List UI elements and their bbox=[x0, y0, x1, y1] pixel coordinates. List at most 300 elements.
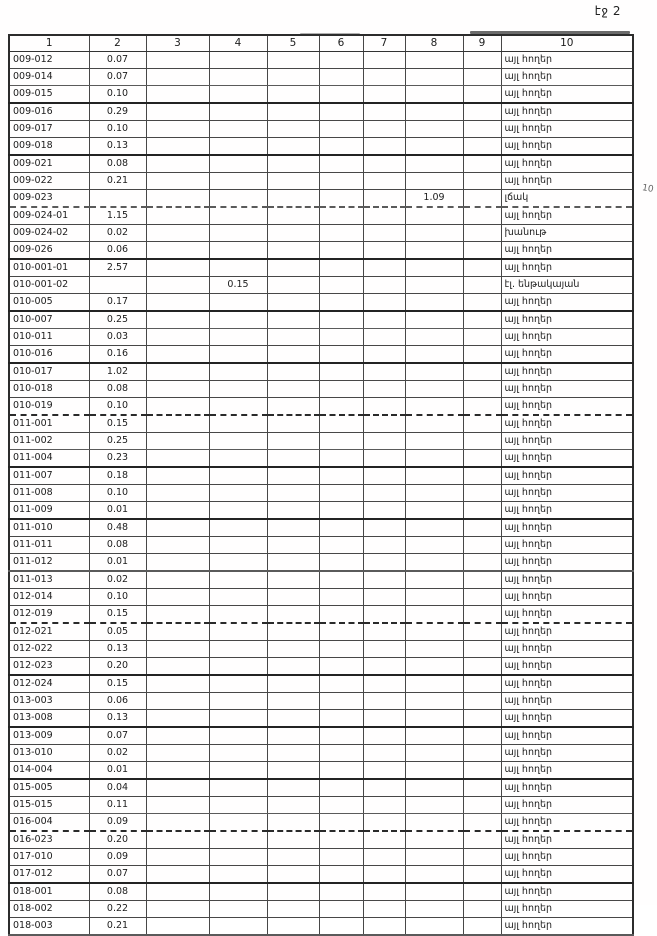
cell-col9 bbox=[463, 762, 501, 780]
cell-col4 bbox=[209, 433, 267, 450]
cell-col1: 009-018 bbox=[9, 138, 89, 156]
cell-col7 bbox=[363, 589, 405, 606]
table-row bbox=[9, 762, 633, 780]
cell-col7 bbox=[363, 797, 405, 814]
cell-col2: 0.25 bbox=[89, 311, 146, 329]
page-number-label: էջ 2 bbox=[594, 4, 621, 18]
col-header-2: 2 bbox=[89, 35, 146, 52]
table-row bbox=[9, 883, 633, 901]
cell-col8 bbox=[405, 693, 463, 710]
cell-col8 bbox=[405, 103, 463, 121]
table-row bbox=[9, 814, 633, 832]
cell-col4 bbox=[209, 849, 267, 866]
cell-col2: 0.07 bbox=[89, 52, 146, 69]
cell-col8 bbox=[405, 814, 463, 832]
cell-col3 bbox=[146, 259, 209, 277]
cell-col10: այլ հողեր bbox=[501, 537, 633, 554]
table-row bbox=[9, 450, 633, 468]
cell-col1: 011-010 bbox=[9, 519, 89, 537]
cell-col3 bbox=[146, 277, 209, 294]
cell-col3 bbox=[146, 745, 209, 762]
cell-col7 bbox=[363, 242, 405, 260]
cell-col2: 0.06 bbox=[89, 242, 146, 260]
cell-col5 bbox=[267, 485, 319, 502]
table-row bbox=[9, 554, 633, 572]
cell-col2: 0.01 bbox=[89, 762, 146, 780]
cell-col1: 011-013 bbox=[9, 571, 89, 589]
cell-col9 bbox=[463, 398, 501, 416]
cell-col8 bbox=[405, 155, 463, 173]
cell-col2: 0.15 bbox=[89, 675, 146, 693]
cell-col6 bbox=[319, 225, 363, 242]
cell-col4 bbox=[209, 745, 267, 762]
cell-col6 bbox=[319, 693, 363, 710]
cell-col8 bbox=[405, 849, 463, 866]
cell-col9 bbox=[463, 866, 501, 884]
cell-col6 bbox=[319, 606, 363, 624]
cell-col3 bbox=[146, 710, 209, 728]
cell-col10: այլ հողեր bbox=[501, 415, 633, 433]
cell-col9 bbox=[463, 311, 501, 329]
cell-col7 bbox=[363, 675, 405, 693]
cell-col3 bbox=[146, 329, 209, 346]
cell-col7 bbox=[363, 433, 405, 450]
cell-col6 bbox=[319, 502, 363, 520]
cell-col4: 0.15 bbox=[209, 277, 267, 294]
cell-col3 bbox=[146, 849, 209, 866]
cell-col10: այլ հողեր bbox=[501, 259, 633, 277]
table-row bbox=[9, 138, 633, 156]
cell-col9 bbox=[463, 571, 501, 589]
cell-col8 bbox=[405, 86, 463, 104]
table-row bbox=[9, 242, 633, 260]
table-row bbox=[9, 589, 633, 606]
cell-col6 bbox=[319, 571, 363, 589]
cell-col5 bbox=[267, 190, 319, 208]
cell-col5 bbox=[267, 779, 319, 797]
cell-col7 bbox=[363, 311, 405, 329]
cell-col6 bbox=[319, 259, 363, 277]
cell-col5 bbox=[267, 173, 319, 190]
col-header-5: 5 bbox=[267, 35, 319, 52]
cell-col4 bbox=[209, 502, 267, 520]
cell-col4 bbox=[209, 519, 267, 537]
cell-col6 bbox=[319, 363, 363, 381]
table-row bbox=[9, 346, 633, 364]
cell-col7 bbox=[363, 658, 405, 676]
cell-col10: այլ հողեր bbox=[501, 138, 633, 156]
cell-col6 bbox=[319, 398, 363, 416]
cell-col2: 0.10 bbox=[89, 398, 146, 416]
cell-col7 bbox=[363, 918, 405, 936]
cell-col9 bbox=[463, 155, 501, 173]
cell-col2: 1.15 bbox=[89, 207, 146, 225]
cell-col1: 015-005 bbox=[9, 779, 89, 797]
cell-col7 bbox=[363, 173, 405, 190]
cell-col2: 0.09 bbox=[89, 849, 146, 866]
cell-col6 bbox=[319, 433, 363, 450]
cell-col8 bbox=[405, 277, 463, 294]
cell-col8 bbox=[405, 467, 463, 485]
cell-col7 bbox=[363, 901, 405, 918]
cell-col4 bbox=[209, 710, 267, 728]
cell-col10: այլ հողեր bbox=[501, 467, 633, 485]
cell-col10: այլ հողեր bbox=[501, 849, 633, 866]
cell-col10: այլ հողեր bbox=[501, 155, 633, 173]
cell-col5 bbox=[267, 589, 319, 606]
cell-col2 bbox=[89, 190, 146, 208]
cell-col5 bbox=[267, 311, 319, 329]
cell-col2: 0.06 bbox=[89, 693, 146, 710]
cell-col10: այլ հողեր bbox=[501, 311, 633, 329]
cell-col8 bbox=[405, 606, 463, 624]
cell-col4 bbox=[209, 831, 267, 849]
cell-col7 bbox=[363, 641, 405, 658]
cell-col7 bbox=[363, 155, 405, 173]
cell-col4 bbox=[209, 363, 267, 381]
cell-col5 bbox=[267, 450, 319, 468]
cell-col9 bbox=[463, 363, 501, 381]
cell-col4 bbox=[209, 121, 267, 138]
cell-col7 bbox=[363, 121, 405, 138]
cell-col9 bbox=[463, 485, 501, 502]
cell-col1: 011-008 bbox=[9, 485, 89, 502]
cell-col3 bbox=[146, 346, 209, 364]
cell-col1: 011-002 bbox=[9, 433, 89, 450]
cell-col4 bbox=[209, 52, 267, 69]
cell-col1: 011-009 bbox=[9, 502, 89, 520]
col-header-1: 1 bbox=[9, 35, 89, 52]
cell-col6 bbox=[319, 641, 363, 658]
cell-col5 bbox=[267, 502, 319, 520]
cell-col3 bbox=[146, 554, 209, 572]
cell-col8 bbox=[405, 797, 463, 814]
cell-col8 bbox=[405, 710, 463, 728]
cell-col6 bbox=[319, 138, 363, 156]
cell-col5 bbox=[267, 294, 319, 312]
table-row bbox=[9, 259, 633, 277]
cell-col9 bbox=[463, 537, 501, 554]
cell-col1: 013-010 bbox=[9, 745, 89, 762]
cell-col10: այլ հողեր bbox=[501, 433, 633, 450]
cell-col8 bbox=[405, 329, 463, 346]
cell-col2: 0.02 bbox=[89, 745, 146, 762]
cell-col7 bbox=[363, 519, 405, 537]
table-row bbox=[9, 277, 633, 294]
cell-col1: 011-001 bbox=[9, 415, 89, 433]
table-row bbox=[9, 381, 633, 398]
table-row bbox=[9, 641, 633, 658]
table-row bbox=[9, 675, 633, 693]
cell-col7 bbox=[363, 346, 405, 364]
cell-col4 bbox=[209, 259, 267, 277]
cell-col5 bbox=[267, 710, 319, 728]
cell-col5 bbox=[267, 762, 319, 780]
cell-col7 bbox=[363, 225, 405, 242]
handwritten-margin-note: 10 bbox=[640, 183, 654, 195]
cell-col9 bbox=[463, 259, 501, 277]
cell-col5 bbox=[267, 675, 319, 693]
cell-col7 bbox=[363, 883, 405, 901]
table-row bbox=[9, 485, 633, 502]
cell-col3 bbox=[146, 779, 209, 797]
cell-col10: այլ հողեր bbox=[501, 814, 633, 832]
cell-col4 bbox=[209, 381, 267, 398]
cell-col8 bbox=[405, 641, 463, 658]
cell-col3 bbox=[146, 641, 209, 658]
cell-col1: 015-015 bbox=[9, 797, 89, 814]
table-row bbox=[9, 225, 633, 242]
cell-col2: 0.02 bbox=[89, 225, 146, 242]
cell-col1: 009-026 bbox=[9, 242, 89, 260]
cell-col6 bbox=[319, 831, 363, 849]
cell-col4 bbox=[209, 190, 267, 208]
cell-col2: 0.11 bbox=[89, 797, 146, 814]
cell-col3 bbox=[146, 762, 209, 780]
cell-col8 bbox=[405, 883, 463, 901]
cell-col7 bbox=[363, 329, 405, 346]
col-header-3: 3 bbox=[146, 35, 209, 52]
cell-col7 bbox=[363, 762, 405, 780]
cell-col5 bbox=[267, 883, 319, 901]
cell-col9 bbox=[463, 831, 501, 849]
cell-col9 bbox=[463, 103, 501, 121]
cell-col10: այլ հողեր bbox=[501, 571, 633, 589]
cell-col9 bbox=[463, 727, 501, 745]
cell-col10: այլ հողեր bbox=[501, 710, 633, 728]
cell-col4 bbox=[209, 797, 267, 814]
cell-col10: այլ հողեր bbox=[501, 502, 633, 520]
cell-col3 bbox=[146, 311, 209, 329]
cell-col1: 010-001-01 bbox=[9, 259, 89, 277]
cell-col9 bbox=[463, 710, 501, 728]
table-row bbox=[9, 693, 633, 710]
cell-col3 bbox=[146, 433, 209, 450]
cell-col5 bbox=[267, 693, 319, 710]
cell-col10: այլ հողեր bbox=[501, 901, 633, 918]
cell-col5 bbox=[267, 727, 319, 745]
cell-col6 bbox=[319, 918, 363, 936]
cell-col10: այլ հողեր bbox=[501, 173, 633, 190]
cell-col1: 018-003 bbox=[9, 918, 89, 936]
cell-col6 bbox=[319, 797, 363, 814]
cell-col8 bbox=[405, 866, 463, 884]
cell-col4 bbox=[209, 918, 267, 936]
cell-col6 bbox=[319, 883, 363, 901]
cell-col1: 011-012 bbox=[9, 554, 89, 572]
cell-col6 bbox=[319, 675, 363, 693]
cell-col3 bbox=[146, 138, 209, 156]
cell-col3 bbox=[146, 883, 209, 901]
table-row bbox=[9, 52, 633, 69]
cell-col3 bbox=[146, 658, 209, 676]
cell-col10: այլ հողեր bbox=[501, 745, 633, 762]
table-row bbox=[9, 727, 633, 745]
cell-col7 bbox=[363, 866, 405, 884]
cell-col4 bbox=[209, 155, 267, 173]
cell-col10: այլ հողեր bbox=[501, 450, 633, 468]
cell-col3 bbox=[146, 502, 209, 520]
cell-col9 bbox=[463, 277, 501, 294]
table-row bbox=[9, 467, 633, 485]
cell-col5 bbox=[267, 745, 319, 762]
cell-col8 bbox=[405, 831, 463, 849]
cell-col9 bbox=[463, 918, 501, 936]
cell-col9 bbox=[463, 173, 501, 190]
cell-col6 bbox=[319, 294, 363, 312]
cell-col5 bbox=[267, 641, 319, 658]
cell-col8 bbox=[405, 779, 463, 797]
cell-col4 bbox=[209, 779, 267, 797]
cell-col5 bbox=[267, 901, 319, 918]
cell-col2: 0.03 bbox=[89, 329, 146, 346]
cell-col6 bbox=[319, 745, 363, 762]
cell-col2: 0.07 bbox=[89, 69, 146, 86]
cell-col7 bbox=[363, 207, 405, 225]
cell-col1: 011-007 bbox=[9, 467, 89, 485]
cell-col5 bbox=[267, 866, 319, 884]
cell-col2: 0.21 bbox=[89, 173, 146, 190]
cell-col7 bbox=[363, 381, 405, 398]
cell-col10: այլ հողեր bbox=[501, 658, 633, 676]
cell-col10: լճակ bbox=[501, 190, 633, 208]
table-row bbox=[9, 918, 633, 936]
cell-col4 bbox=[209, 675, 267, 693]
header-row bbox=[9, 35, 633, 52]
cell-col4 bbox=[209, 415, 267, 433]
cell-col5 bbox=[267, 606, 319, 624]
cell-col10: այլ հողեր bbox=[501, 762, 633, 780]
table-row bbox=[9, 311, 633, 329]
table-row bbox=[9, 502, 633, 520]
cell-col8 bbox=[405, 207, 463, 225]
cell-col1: 011-004 bbox=[9, 450, 89, 468]
cell-col2: 0.25 bbox=[89, 433, 146, 450]
cell-col7 bbox=[363, 467, 405, 485]
cell-col3 bbox=[146, 52, 209, 69]
cell-col7 bbox=[363, 571, 405, 589]
cell-col4 bbox=[209, 242, 267, 260]
col-header-6: 6 bbox=[319, 35, 363, 52]
table-row bbox=[9, 623, 633, 641]
cell-col7 bbox=[363, 693, 405, 710]
cell-col9 bbox=[463, 623, 501, 641]
cell-col8 bbox=[405, 485, 463, 502]
cell-col6 bbox=[319, 779, 363, 797]
cell-col3 bbox=[146, 381, 209, 398]
cell-col4 bbox=[209, 450, 267, 468]
cell-col4 bbox=[209, 866, 267, 884]
cell-col7 bbox=[363, 103, 405, 121]
cell-col4 bbox=[209, 537, 267, 554]
cell-col3 bbox=[146, 537, 209, 554]
cell-col5 bbox=[267, 797, 319, 814]
cell-col8 bbox=[405, 589, 463, 606]
cell-col9 bbox=[463, 329, 501, 346]
table-row bbox=[9, 69, 633, 86]
cell-col2: 0.05 bbox=[89, 623, 146, 641]
cell-col6 bbox=[319, 450, 363, 468]
cell-col3 bbox=[146, 155, 209, 173]
cell-col2: 0.09 bbox=[89, 814, 146, 832]
cell-col2: 0.13 bbox=[89, 710, 146, 728]
cell-col8: 1.09 bbox=[405, 190, 463, 208]
cell-col9 bbox=[463, 225, 501, 242]
cell-col8 bbox=[405, 173, 463, 190]
cell-col5 bbox=[267, 658, 319, 676]
cell-col3 bbox=[146, 398, 209, 416]
cell-col3 bbox=[146, 918, 209, 936]
cell-col6 bbox=[319, 710, 363, 728]
cell-col4 bbox=[209, 329, 267, 346]
cell-col1: 014-004 bbox=[9, 762, 89, 780]
cell-col9 bbox=[463, 554, 501, 572]
cell-col2: 0.13 bbox=[89, 138, 146, 156]
cell-col1: 009-015 bbox=[9, 86, 89, 104]
cell-col9 bbox=[463, 745, 501, 762]
cell-col10: այլ հողեր bbox=[501, 52, 633, 69]
cell-col10: այլ հողեր bbox=[501, 883, 633, 901]
cell-col1: 012-019 bbox=[9, 606, 89, 624]
cell-col10: այլ հողեր bbox=[501, 485, 633, 502]
cell-col7 bbox=[363, 814, 405, 832]
cell-col4 bbox=[209, 138, 267, 156]
cell-col1: 012-024 bbox=[9, 675, 89, 693]
cell-col3 bbox=[146, 415, 209, 433]
cell-col6 bbox=[319, 311, 363, 329]
cell-col5 bbox=[267, 519, 319, 537]
cell-col6 bbox=[319, 173, 363, 190]
cell-col2: 0.10 bbox=[89, 121, 146, 138]
cell-col1: 010-018 bbox=[9, 381, 89, 398]
col-header-10: 10 bbox=[501, 35, 633, 52]
cell-col10: այլ հողեր bbox=[501, 519, 633, 537]
cell-col1: 018-002 bbox=[9, 901, 89, 918]
cell-col7 bbox=[363, 415, 405, 433]
table-row bbox=[9, 606, 633, 624]
cell-col4 bbox=[209, 346, 267, 364]
cell-col6 bbox=[319, 190, 363, 208]
cell-col5 bbox=[267, 433, 319, 450]
cell-col10: այլ հողեր bbox=[501, 779, 633, 797]
cell-col10: այլ հողեր bbox=[501, 363, 633, 381]
cell-col3 bbox=[146, 901, 209, 918]
cell-col10: այլ հողեր bbox=[501, 381, 633, 398]
table-row bbox=[9, 415, 633, 433]
cell-col1: 016-004 bbox=[9, 814, 89, 832]
cell-col8 bbox=[405, 225, 463, 242]
table-body bbox=[9, 52, 633, 936]
col-header-4: 4 bbox=[209, 35, 267, 52]
cell-col1: 009-024-02 bbox=[9, 225, 89, 242]
cell-col8 bbox=[405, 121, 463, 138]
table-row bbox=[9, 571, 633, 589]
cell-col5 bbox=[267, 155, 319, 173]
cell-col6 bbox=[319, 346, 363, 364]
cell-col2: 0.10 bbox=[89, 485, 146, 502]
cell-col6 bbox=[319, 329, 363, 346]
cell-col10: այլ հողեր bbox=[501, 693, 633, 710]
cell-col7 bbox=[363, 277, 405, 294]
cell-col4 bbox=[209, 901, 267, 918]
table-row bbox=[9, 86, 633, 104]
cell-col3 bbox=[146, 797, 209, 814]
cell-col6 bbox=[319, 762, 363, 780]
cell-col10: այլ հողեր bbox=[501, 398, 633, 416]
cell-col9 bbox=[463, 641, 501, 658]
cell-col3 bbox=[146, 121, 209, 138]
cell-col9 bbox=[463, 883, 501, 901]
